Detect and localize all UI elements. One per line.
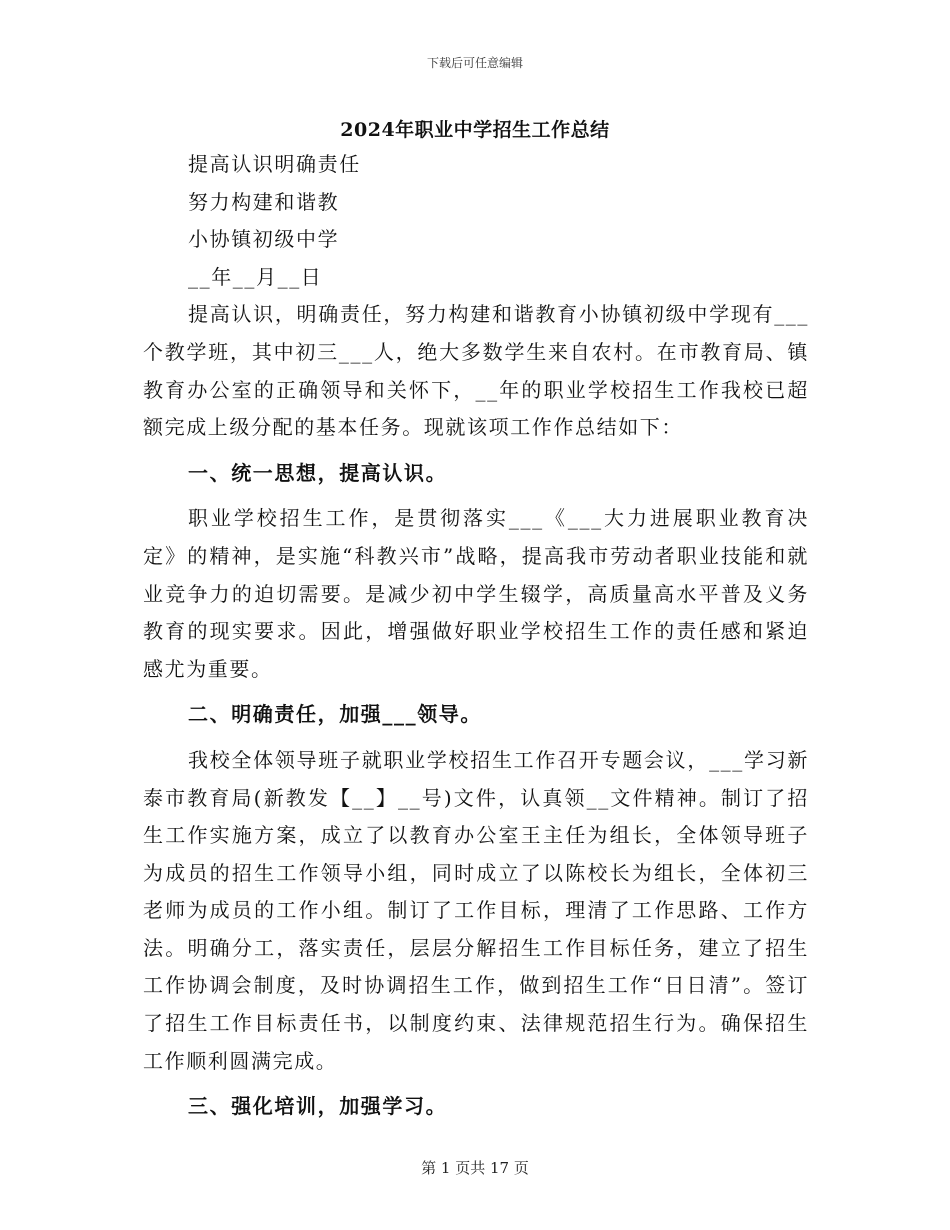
document-body [143, 146, 809, 1126]
section-body-2: 我校全体领导班子就职业学校招生工作召开专题会议，___学习新泰市教育局(新教发【__】__号)文件，认真领__文件精神。制订了招生工作实施方案，成立了以教育办公室王主任为组长，全体领导班子为成员的招生工作领导小组，同时成立了以陈校长为组长，全体初三老师为成员的工作小组。制订了工作目标，理清了工作思路、工作方法。明确分工，落实责任，层层分解招生工作目标任务，建立了招生工作协调会制度，及时协调招生工作，做到招生工作“日日清”。签订了招生工作目标责任书，以制度约束、法律规范招生行为。确保招生工作顺利圆满完成。 [143, 747, 809, 1073]
subtitle-line-3: 小协镇初级中学 [188, 227, 340, 252]
subtitle-line-2: 努力构建和谐教 [188, 189, 340, 214]
header-note: 下载后可任意编辑 [426, 56, 523, 70]
document-title: 2024年职业中学招生工作总结 [340, 119, 610, 141]
subtitle-line-1: 提高认识明确责任 [188, 152, 361, 176]
section-heading-1: 一、统一思想，提高认识。 [188, 460, 448, 485]
intro-paragraph: 提高认识，明确责任，努力构建和谐教育小协镇初级中学现有___个教学班，其中初三___人，绝大多数学生来自农村。在市教育局、镇教育办公室的正确领导和关怀下，__年的职业学校招生工作我校已超额完成上级分配的基本任务。现就该项工作作总结如下： [143, 302, 809, 440]
section-heading-3: 三、强化培训，加强学习。 [188, 1094, 448, 1119]
page-number: 第 1 页共 17 页 [421, 1159, 529, 1177]
section-heading-2: 二、明确责任，加强___领导。 [188, 702, 482, 727]
date-line: __年__月__日 [188, 264, 323, 289]
section-body-1: 职业学校招生工作，是贯彻落实___《___大力进展职业教育决定》的精神，是实施“科教兴市”战略，提高我市劳动者职业技能和就业竞争力的迫切需要。是减少初中学生辍学，高质量高水平普及义务教育的现实要求。因此，增强做好职业学校招生工作的责任感和紧迫感尤为重要。 [143, 506, 809, 681]
